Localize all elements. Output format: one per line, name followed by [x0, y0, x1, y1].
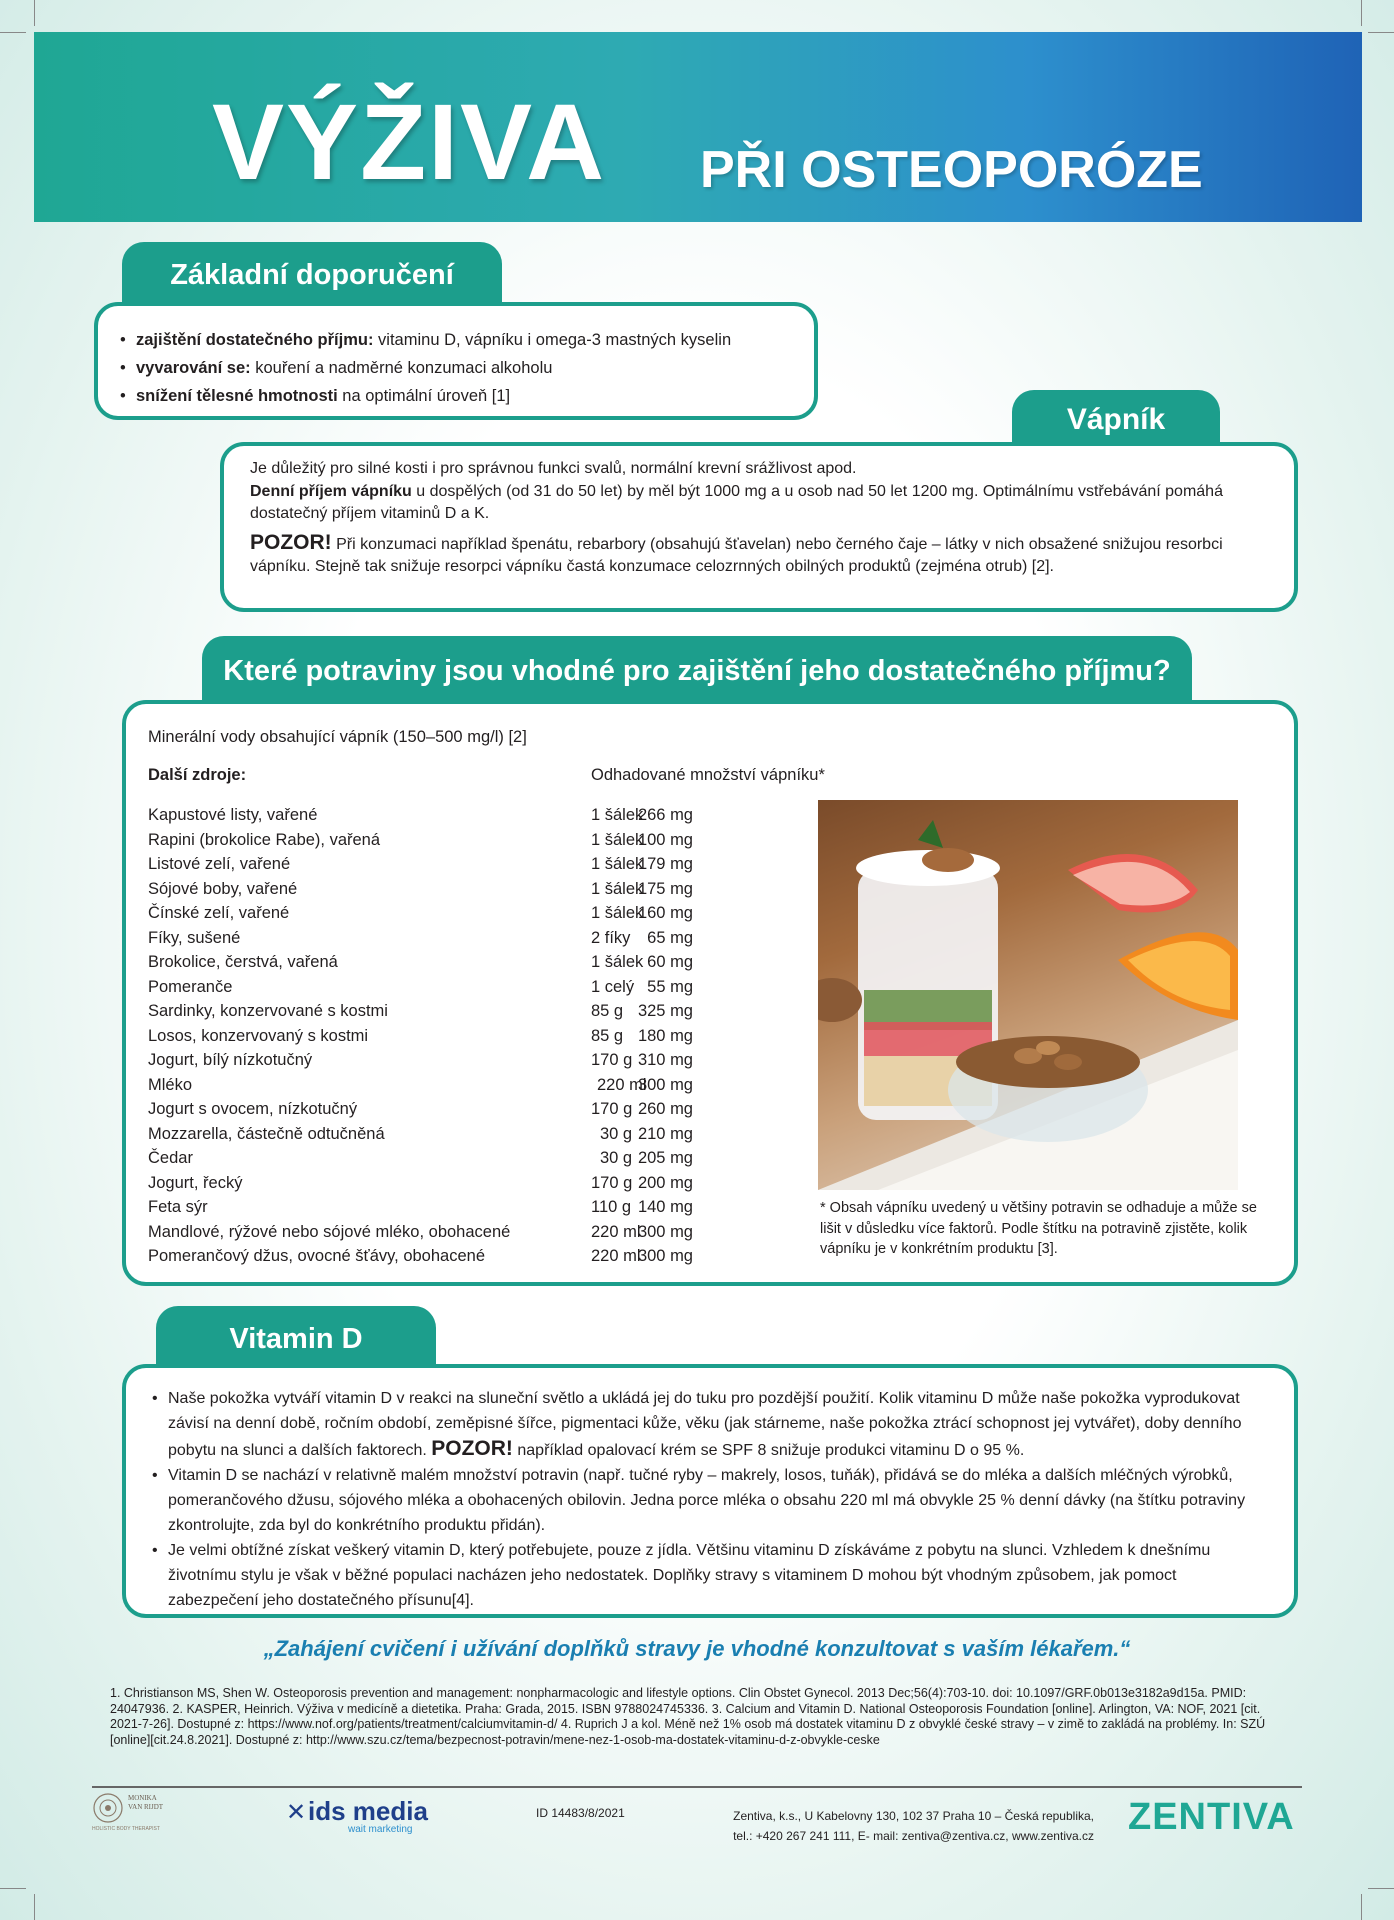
crop-mark: [34, 0, 35, 26]
yogurt-parfait-photo: [818, 800, 1238, 1190]
list-item: • Vitamin D se nachází v relativně malém množství potravin (např. tučné ryby – makrely, losos, tuňák), přidává se do mléka a dalších mléčných výrobků, pomerančového džusu, sójového mléka a obohacených obilovin. Jedna porce mléka o obsahu 220 ml má obvykle 25 % denní dávky (na štítku potraviny zkontrolujte, zda byl do konkrétního produktu přidán).: [152, 1463, 1268, 1538]
basic-heading: Základní doporučení: [122, 242, 502, 304]
crop-mark: [1368, 1888, 1394, 1889]
crop-mark: [0, 32, 26, 33]
doctor-quote: „Zahájení cvičení i užívání doplňků stravy je vhodné konzultovat s vaším lékařem.“: [263, 1636, 1131, 1661]
calcium-footnote: * Obsah vápníku uvedený u většiny potravin se odhaduje a může se lišit v důsledku více faktorů. Podle štítku na potravině zjistěte, kolik vápníku je v konkrétním produktu [3].: [820, 1200, 1257, 1257]
crop-mark: [1361, 1894, 1362, 1920]
references: 1. Christianson MS, Shen W. Osteoporosis prevention and management: nonpharmacologic and lifestyle options. Clin Obstet Gynecol. 2013 Dec;56(4):703-10. doi: 10.1097/GRF.0b013e3182a9d15a. PMID: 24047936. 2. KASPER, Heinrich. Výživa v medicíně a dietetika. Praha: Grada, 2015. ISBN 9788024745336. 3. Calcium and Vitamin D. National Osteoporosis Foundation [online]. Arlington, VA: NOF, 2021 [cit. 2021-7-26]. Dostupné z: https://www.nof.org/patients/treatment/calciumvitamin-d/ 4. Ruprich J a kol. Méně než 1% osob má dostatek vitaminu D z obvyklé české stravy – v zimě to zakládá na problémy. In: SZÚ [online][cit.24.8.2021]. Dostupné z: http://www.szu.cz/tema/bezpecnost-potravin/mene-nez-1-osob-ma-dostatek-vitaminu-d-z-obvykle-ceske: [110, 1686, 1266, 1747]
calcium-box: [220, 442, 1298, 612]
table-row: Pomerančový džus, ovocné šťávy, obohacené 220 ml 300 mg: [148, 1247, 693, 1265]
table-row: Rapini (brokolice Rabe), vařená 1 šálek 100 mg: [148, 830, 693, 849]
page-title: VÝŽIVA: [212, 81, 607, 202]
crop-mark: [1368, 32, 1394, 33]
list-item: • Naše pokožka vytváří vitamin D v reakci na sluneční světlo a ukládá jej do tuku pro pozdější použití. Kolik vitaminu D může naše pokožka vyprodukovat závisí na denní době, ročním období, zeměpisné šířce, pigmentaci kůže, věku (jak stárneme, naše pokožka ztrácí schopnost jej vytvářet), doby denního pobytu na slunci a dalších faktorech. POZOR! například opalovací krém se SPF 8 snižuje produkci vitaminu D o 95 %.: [152, 1386, 1268, 1463]
company-address: Zentiva, k.s., U Kabelovny 130, 102 37 Praha 10 – Česká republika, tel.: +420 267 241 111, E- mail: zentiva@zentiva.cz, www.zentiva.cz: [733, 1809, 1094, 1843]
zentiva-logo: ZENTIVA: [1128, 1796, 1295, 1838]
table-row: Feta sýr 110 g 140 mg: [148, 1198, 693, 1216]
vitd-box: [122, 1364, 1298, 1618]
amount-label: Odhadované množství vápníku*: [591, 766, 825, 784]
monika-logo: MONIKA VAN RIJDT HOLISTIC BODY THERAPIST: [92, 1794, 164, 1832]
list-item: • snížení tělesné hmotnosti na optimální úroveň [1]: [120, 382, 794, 410]
mineral-water-note: Minerální vody obsahující vápník (150–500 mg/l) [2]: [148, 728, 527, 746]
table-row: Sójové boby, vařené 1 šálek 175 mg: [148, 879, 693, 898]
table-row: Čedar 30 g 205 mg: [148, 1149, 693, 1167]
divider: [92, 1786, 1302, 1788]
calcium-daily: Denní příjem vápníku u dospělých (od 31 do 50 let) by měl být 1000 mg a u osob nad 50 let 1200 mg. Optimálnímu vstřebávání pomáhá dostatečný příjem vitaminů D a K.: [250, 482, 1223, 522]
table-row: Jogurt s ovocem, nízkotučný 170 g 260 mg: [148, 1100, 693, 1118]
table-row: Kapustové listy, vařené 1 šálek 266 mg: [148, 806, 693, 824]
calcium-intro: Je důležitý pro silné kosti i pro správnou funkci svalů, normální krevní srážlivost apod.: [250, 460, 857, 477]
calcium-heading: Vápník: [1012, 390, 1220, 446]
table-row: Mandlové, rýžové nebo sójové mléko, obohacené 220 ml 300 mg: [148, 1222, 693, 1241]
sources-label: Další zdroje:: [148, 766, 247, 784]
table-row: Jogurt, bílý nízkotučný 170 g 310 mg: [148, 1051, 693, 1069]
list-item: • Je velmi obtížné získat veškerý vitamin D, který potřebujete, pouze z jídla. Většinu vitaminu D získáváme z pobytu na slunci. Vzhledem k dnešnímu životnímu stylu je však v běžné populaci nacházen jeho nedostatek. Doplňky stravy s vitaminem D mohou být vhodným způsobem, jak pomoct zabezpečení jeho dostatečného přísunu[4].: [152, 1538, 1268, 1613]
table-row: Fíky, sušené 2 fíky 65 mg: [148, 928, 693, 947]
foods-heading: Které potraviny jsou vhodné pro zajištění jeho dostatečného příjmu?: [202, 636, 1192, 702]
table-row: Sardinky, konzervované s kostmi 85 g 325 mg: [148, 1002, 693, 1020]
table-row: Brokolice, čerstvá, vařená 1 šálek 60 mg: [148, 953, 693, 971]
calcium-warning: POZOR! Při konzumaci například špenátu, rebarbory (obsahujú šťavelan) nebo černého čaje – látky v nich obsažené snižujou resorbci vápníku. Stejně tak snižuje resorpci vápníku častá konzumace celozrnných obilných produktů (zejména otrub) [2].: [250, 530, 1223, 575]
table-row: Pomeranče 1 celý 55 mg: [148, 977, 693, 996]
list-item: • zajištění dostatečného příjmu: vitaminu D, vápníku i omega-3 mastných kyselin: [120, 326, 794, 354]
basic-list: [120, 326, 794, 410]
vitd-list: [152, 1386, 1268, 1613]
ids-media-logo: ✕ ids media wait marketing: [286, 1796, 428, 1835]
ids-x-icon: ✕: [286, 1799, 307, 1826]
crop-mark: [0, 1888, 26, 1889]
table-row: Čínské zelí, vařené 1 šálek 160 mg: [148, 904, 693, 922]
crop-mark: [1361, 0, 1362, 26]
table-row: Jogurt, řecký 170 g 200 mg: [148, 1173, 693, 1192]
page-subtitle: PŘI OSTEOPORÓZE: [700, 141, 1203, 199]
mandala-icon: [92, 1792, 124, 1824]
crop-mark: [34, 1894, 35, 1920]
document-id: ID 14483/8/2021: [536, 1806, 625, 1820]
table-row: Mozzarella, částečně odtučněná 30 g 210 mg: [148, 1124, 693, 1143]
list-item: • vyvarování se: kouření a nadměrné konzumaci alkoholu: [120, 354, 794, 382]
vitd-heading: Vitamin D: [156, 1306, 436, 1368]
table-row: Losos, konzervovaný s kostmi 85 g 180 mg: [148, 1026, 693, 1045]
table-row: Listové zelí, vařené 1 šálek 179 mg: [148, 855, 693, 873]
table-row: Mléko 220 ml 300 mg: [148, 1075, 693, 1094]
basic-box: [94, 302, 818, 420]
